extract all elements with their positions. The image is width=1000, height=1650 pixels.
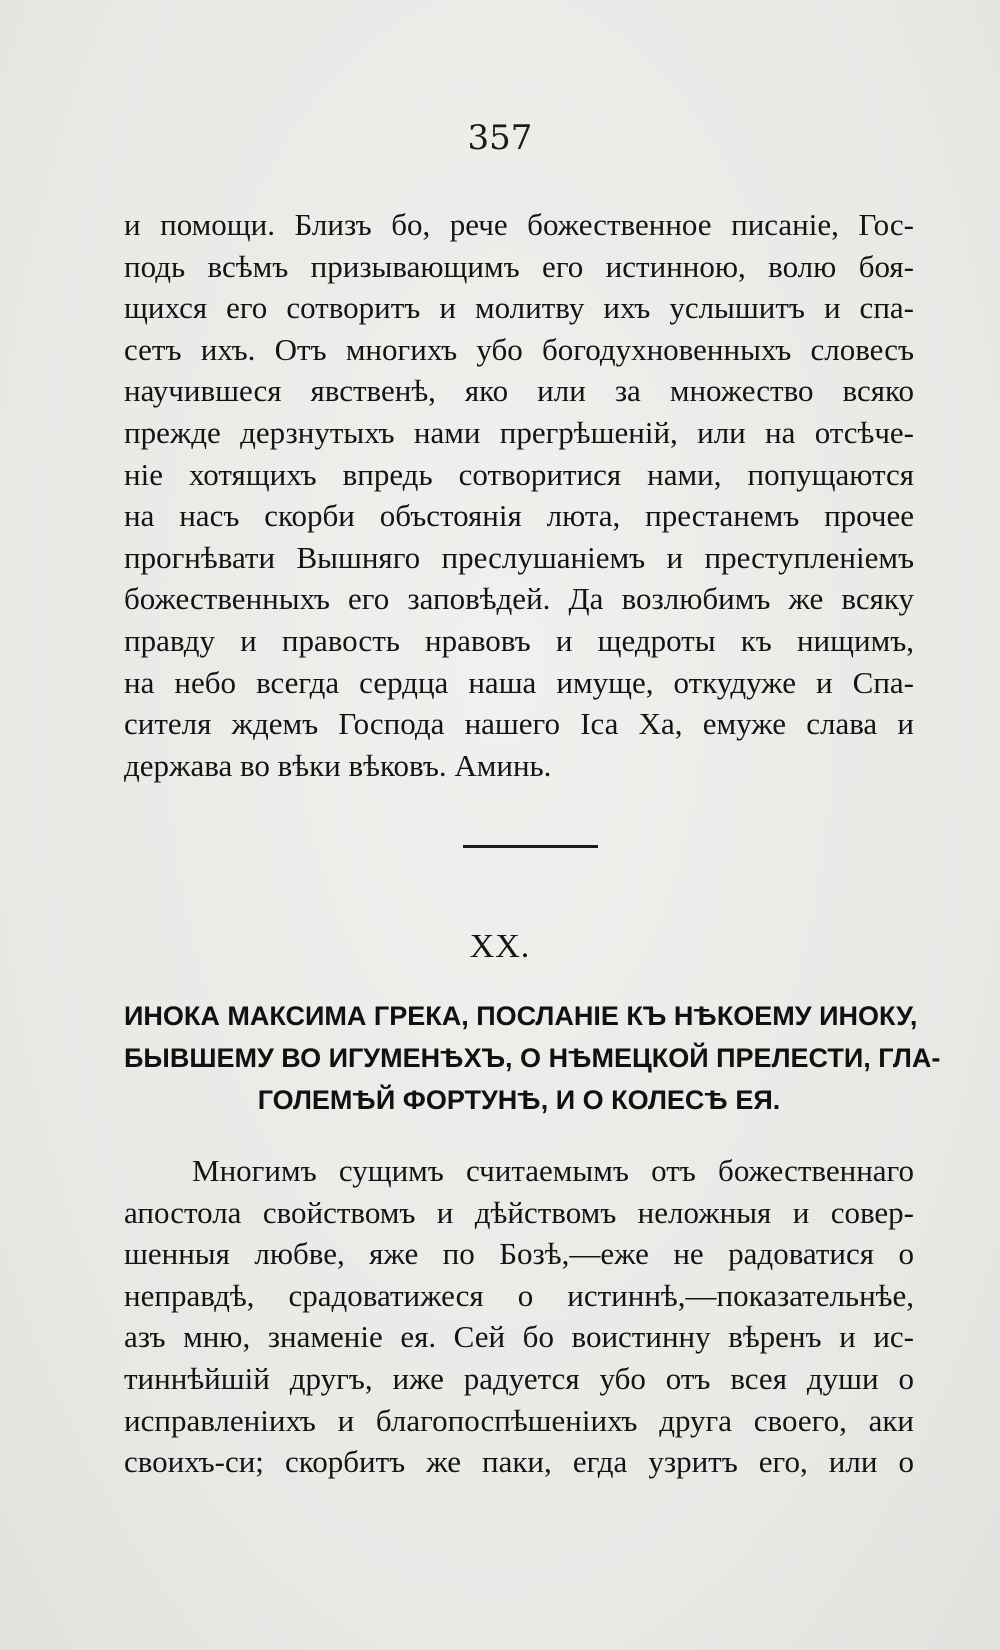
text-line: на небо всегда сердца наша имуще, откудуже и Спа- [124, 664, 914, 700]
text-line: правду и правость нравовъ и щедроты къ нищимъ, [124, 622, 914, 658]
section-heading [124, 995, 941, 1121]
text-line: держава во вѣки вѣковъ. Аминь. [124, 747, 552, 783]
text-line: научившеся явственѣ, яко или за множество всяко [124, 373, 914, 409]
section-divider [463, 845, 598, 848]
heading-line: БЫВШЕМУ ВО ИГУМЕНѢХЪ, О НѢМЕЦКОЙ ПРЕЛЕСТИ, ГЛА- [124, 1043, 941, 1073]
paragraph-2 [124, 1150, 914, 1483]
text-line: шенныя любве, яже по Бозѣ,—еже не радоватися о [124, 1236, 914, 1272]
text-line: сетъ ихъ. Отъ многихъ убо богодухновенныхъ словесъ [124, 331, 914, 367]
text-line: исправленіихъ и благопоспѣшеніихъ друга своего, аки [124, 1402, 914, 1438]
text-line: тиннѣйшій другъ, иже радуется убо отъ всея души о [124, 1360, 914, 1396]
text-line: своихъ-си; скорбитъ же паки, егда узритъ его, или о [124, 1444, 914, 1480]
text-line: ніе хотящихъ впредь сотворитися нами, попущаются [124, 456, 914, 492]
paragraph-1 [124, 204, 914, 786]
heading-line: ГОЛЕМѢЙ ФОРТУНѢ, И О КОЛЕСѢ ЕЯ. [257, 1085, 781, 1115]
page-number: 357 [467, 118, 533, 158]
text-line: божественныхъ его заповѣдей. Да возлюбимъ же всяку [124, 581, 914, 617]
text-line: на насъ скорби объстоянія люта, престанемъ прочее [124, 498, 914, 534]
text-line: подь всѣмъ призывающимъ его истинною, волю боя- [124, 248, 914, 284]
text-line: прогнѣвати Вышняго преслушаніемъ и преступленіемъ [124, 539, 914, 575]
text-line: апостола свойствомъ и дѣйствомъ неложныя и совер- [124, 1194, 914, 1230]
text-line: неправдѣ, срадоватижеся о истиннѣ,—показательнѣе, [124, 1277, 914, 1313]
text-line: прежде дерзнутыхъ нами прегрѣшеній, или на отсѣче- [124, 414, 914, 450]
text-line: Многимъ сущимъ считаемымъ отъ божественнаго [192, 1153, 914, 1188]
text-line: азъ мню, знаменіе ея. Сей бо воистинну вѣренъ и ис- [124, 1319, 914, 1355]
heading-line: ИНОКА МАКСИМА ГРЕКА, ПОСЛАНІЕ КЪ НѢКОЕМУ ИНОКУ, [124, 1001, 918, 1031]
text-line: сителя ждемъ Господа нашего Іса Ха, емуже слава и [124, 706, 914, 742]
section-number: XX. [469, 928, 531, 965]
text-line: щихся его сотворитъ и молитву ихъ услышитъ и спа- [124, 290, 914, 326]
text-line: и помощи. Близъ бо, рече божественное писаніе, Гос- [124, 207, 914, 242]
